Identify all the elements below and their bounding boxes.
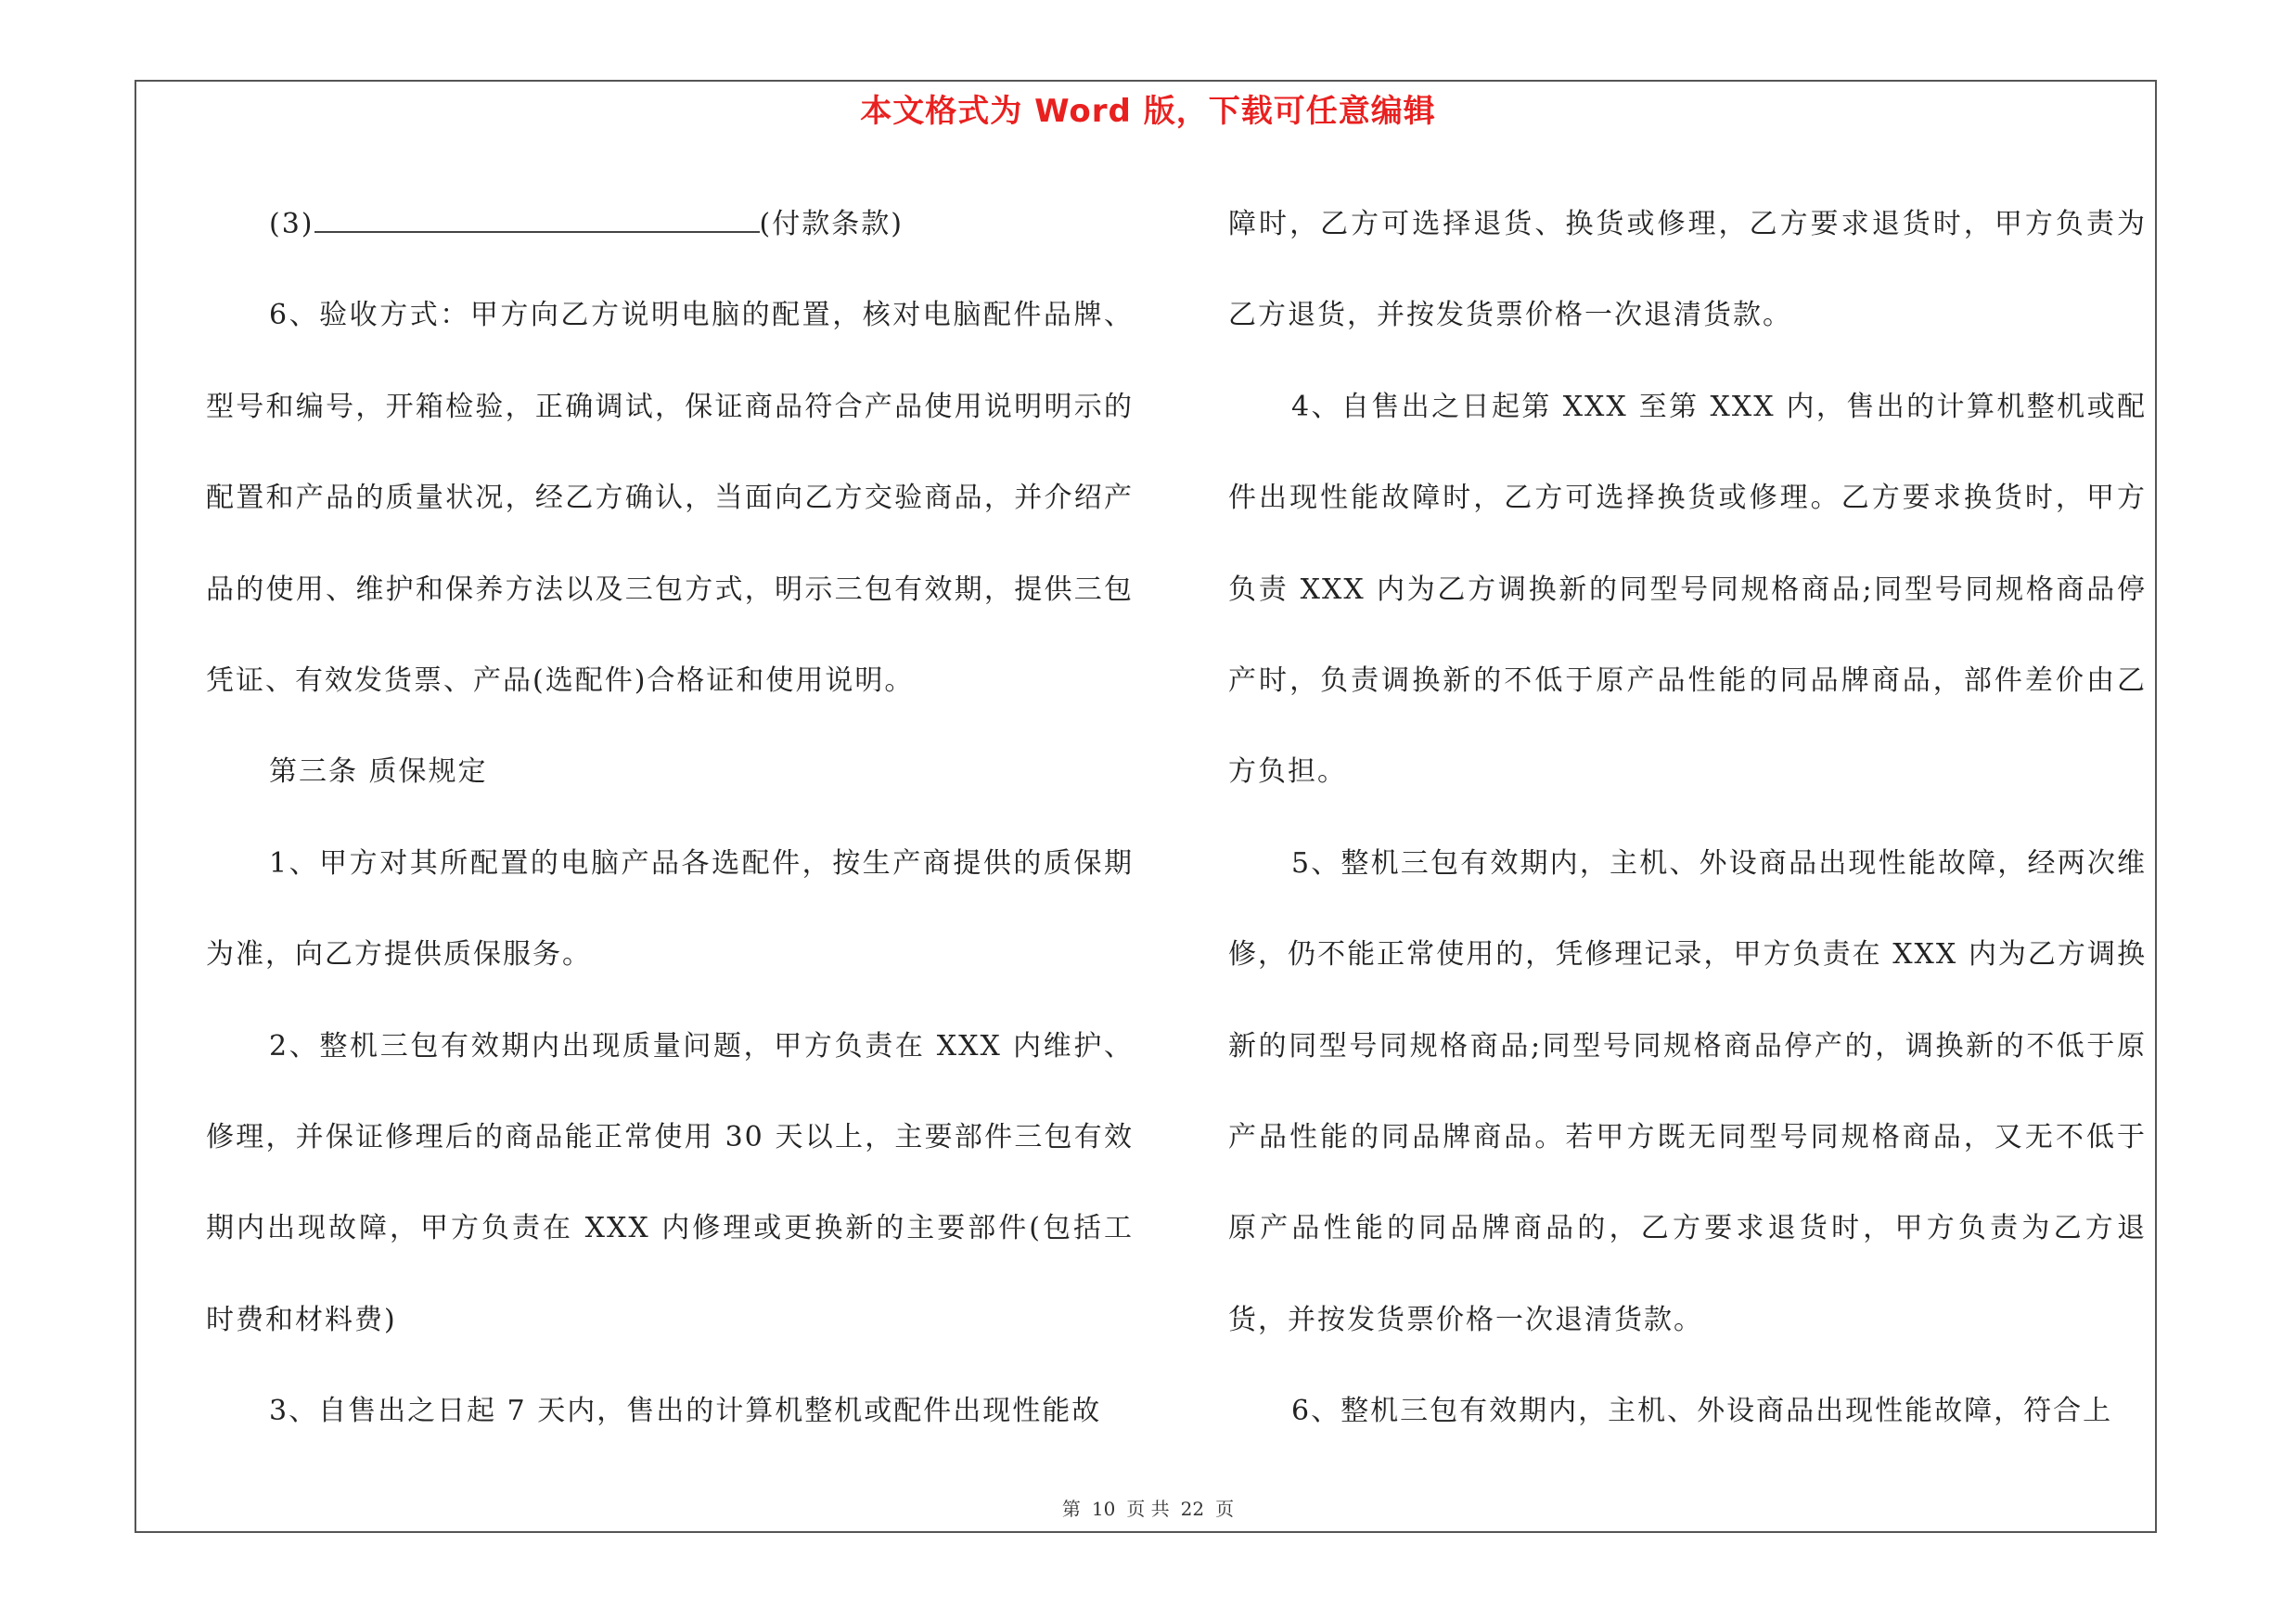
warranty-clause-1: 1、甲方对其所配置的电脑产品各选配件，按生产商提供的质保期为准，向乙方提供质保服务。 — [206, 846, 1134, 972]
format-notice-banner: 本文格式为 Word 版，下载可任意编辑 — [860, 93, 1436, 130]
warranty-clause-2: 2、整机三包有效期内出现质量问题，甲方负责在 XXX 内维护、修理，并保证修理后的商品能正常使用 30 天以上，主要部件三包有效期内出现故障，甲方负责在 XXX 内修理或更换新的主要部件(包括工时费和材料费) — [206, 1029, 1134, 1336]
item-number: (3) — [269, 208, 314, 240]
warranty-clause-4: 4、自售出之日起第 XXX 至第 XXX 内，售出的计算机整机或配件出现性能故障时，乙方可选择换货或修理。乙方要求换货时，甲方负责 XXX 内为乙方调换新的同型号同规格商品;同型号同规格商品停产时，负责调换新的不低于原产品性能的同品牌商品，部件差价由乙方负担。 — [1228, 390, 2147, 789]
total-page-number: 22 — [1180, 1498, 1205, 1520]
warranty-clause-6-start: 6、整机三包有效期内，主机、外设商品出现性能故障，符合上 — [1291, 1395, 2113, 1428]
warranty-clause-3-start: 3、自售出之日起 7 天内，售出的计算机整机或配件出现性能故 — [269, 1395, 1102, 1428]
fill-in-blank — [314, 209, 760, 233]
warranty-clause-3-continued: 障时，乙方可选择退货、换货或修理，乙方要求退货时，甲方负责为乙方退货，并按发货票价格一次退清货款。 — [1228, 208, 2147, 332]
right-column — [1228, 179, 2147, 1458]
page-number-footer — [0, 1494, 2296, 1521]
acceptance-method-paragraph: 6、验收方式：甲方向乙方说明电脑的配置，核对电脑配件品牌、型号和编号，开箱检验，正确调试，保证商品符合产品使用说明明示的配置和产品的质量状况，经乙方确认，当面向乙方交验商品，并介绍产品的使用、维护和保养方法以及三包方式，明示三包有效期，提供三包凭证、有效发货票、产品(选配件)合格证和使用说明。 — [206, 299, 1134, 698]
article-heading: 第三条 质保规定 — [269, 755, 488, 789]
warranty-clause-5: 5、整机三包有效期内，主机、外设商品出现性能故障，经两次维修，仍不能正常使用的，凭修理记录，甲方负责在 XXX 内为乙方调换新的同型号同规格商品;同型号同规格商品停产的，调换新的不低于原产品性能的同品牌商品。若甲方既无同型号同规格商品，又无不低于原产品性能的同品牌商品的，乙方要求退货时，甲方负责为乙方退货，并按发货票价格一次退清货款。 — [1228, 846, 2147, 1336]
footer-prefix: 第 — [1061, 1498, 1081, 1520]
payment-terms-item — [206, 179, 1134, 270]
current-page-number: 10 — [1091, 1498, 1116, 1520]
footer-suffix: 页 — [1215, 1498, 1235, 1520]
left-column — [206, 179, 1134, 1458]
item-label: (付款条款) — [759, 208, 904, 240]
footer-middle: 页 共 — [1126, 1498, 1170, 1520]
